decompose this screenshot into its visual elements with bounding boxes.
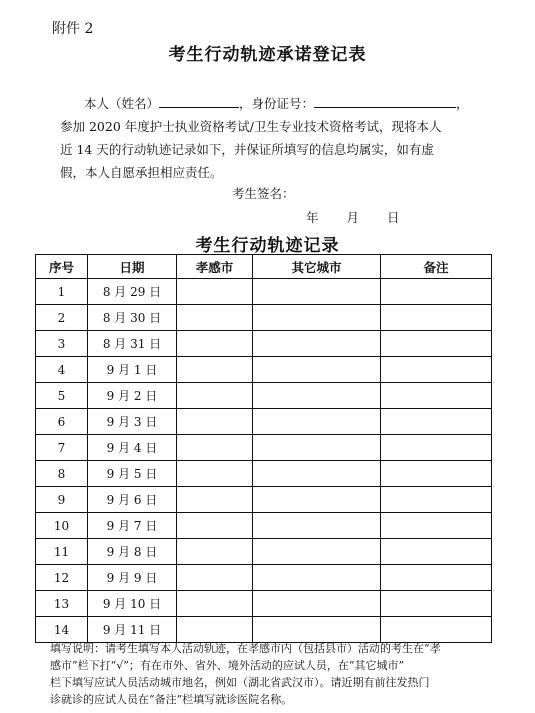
row-remarks-cell[interactable] — [381, 435, 492, 461]
row-date-cell: 9 月 11 日 — [88, 617, 177, 643]
row-xiaogan-cell[interactable] — [177, 331, 253, 357]
form-title: 考生行动轨迹承诺登记表 — [168, 45, 367, 65]
row-xiaogan-cell[interactable] — [177, 487, 253, 513]
name-blank[interactable] — [159, 93, 239, 108]
row-remarks-cell[interactable] — [381, 513, 492, 539]
row-date-cell: 8 月 29 日 — [88, 279, 177, 305]
header-xiaogan: 孝感市 — [177, 255, 253, 279]
header-seq: 序号 — [36, 255, 88, 279]
row-date-cell: 9 月 4 日 — [88, 435, 177, 461]
row-remarks-cell[interactable] — [381, 617, 492, 643]
pledge-line-4: 假，本人自愿承担相应责任。 — [60, 165, 223, 180]
table-row — [36, 357, 492, 383]
attachment-label: 附件 2 — [52, 21, 94, 37]
row-seq-cell: 4 — [36, 357, 88, 383]
header-other-city: 其它城市 — [253, 255, 381, 279]
table-row — [36, 409, 492, 435]
id-number-blank[interactable] — [314, 93, 456, 108]
row-xiaogan-cell[interactable] — [177, 305, 253, 331]
row-xiaogan-cell[interactable] — [177, 539, 253, 565]
row-xiaogan-cell[interactable] — [177, 383, 253, 409]
id-label: ，身份证号： — [239, 96, 315, 111]
row-date-cell: 9 月 5 日 — [88, 461, 177, 487]
row-date-cell: 9 月 8 日 — [88, 539, 177, 565]
row-seq-cell: 6 — [36, 409, 88, 435]
table-header-row — [36, 255, 492, 279]
note-line-2: 感市”栏下打“√”；有在市外、省外、境外活动的应试人员，在“其它城市” — [50, 659, 405, 672]
row-date-cell: 9 月 1 日 — [88, 357, 177, 383]
row-other-city-cell[interactable] — [253, 331, 381, 357]
table-row — [36, 513, 492, 539]
pledge-line-1 — [60, 92, 490, 115]
row-xiaogan-cell[interactable] — [177, 279, 253, 305]
row-remarks-cell[interactable] — [381, 305, 492, 331]
row-xiaogan-cell[interactable] — [177, 513, 253, 539]
table-row — [36, 565, 492, 591]
table-row — [36, 461, 492, 487]
note-line-3: 栏下填写应试人员活动城市地名，例如（湖北省武汉市）。请近期有前往发热门 — [50, 676, 430, 689]
header-date: 日期 — [88, 255, 177, 279]
row-remarks-cell[interactable] — [381, 539, 492, 565]
row-date-cell: 9 月 2 日 — [88, 383, 177, 409]
row-other-city-cell[interactable] — [253, 513, 381, 539]
table-row — [36, 331, 492, 357]
row-date-cell: 9 月 7 日 — [88, 513, 177, 539]
row-other-city-cell[interactable] — [253, 591, 381, 617]
row-seq-cell: 5 — [36, 383, 88, 409]
table-row — [36, 435, 492, 461]
row-xiaogan-cell[interactable] — [177, 617, 253, 643]
row-other-city-cell[interactable] — [253, 383, 381, 409]
row-xiaogan-cell[interactable] — [177, 357, 253, 383]
row-remarks-cell[interactable] — [381, 409, 492, 435]
row-seq-cell: 2 — [36, 305, 88, 331]
table-row — [36, 539, 492, 565]
row-seq-cell: 10 — [36, 513, 88, 539]
row-xiaogan-cell[interactable] — [177, 435, 253, 461]
row-remarks-cell[interactable] — [381, 565, 492, 591]
pledge-paragraph — [60, 92, 490, 184]
row-remarks-cell[interactable] — [381, 279, 492, 305]
row-seq-cell: 7 — [36, 435, 88, 461]
pledge-line-3: 近 14 天的行动轨迹记录如下，并保证所填写的信息均属实，如有虚 — [60, 142, 434, 157]
row-xiaogan-cell[interactable] — [177, 409, 253, 435]
comma: ， — [456, 96, 469, 111]
row-other-city-cell[interactable] — [253, 487, 381, 513]
row-seq-cell: 3 — [36, 331, 88, 357]
row-seq-cell: 8 — [36, 461, 88, 487]
table-row — [36, 383, 492, 409]
row-remarks-cell[interactable] — [381, 331, 492, 357]
instructions-note — [50, 640, 490, 708]
row-other-city-cell[interactable] — [253, 565, 381, 591]
row-remarks-cell[interactable] — [381, 383, 492, 409]
row-seq-cell: 14 — [36, 617, 88, 643]
row-other-city-cell[interactable] — [253, 435, 381, 461]
row-xiaogan-cell[interactable] — [177, 461, 253, 487]
row-date-cell: 9 月 6 日 — [88, 487, 177, 513]
table-row — [36, 591, 492, 617]
row-other-city-cell[interactable] — [253, 539, 381, 565]
row-seq-cell: 1 — [36, 279, 88, 305]
note-line-1: 填写说明：请考生填写本人活动轨迹，在孝感市内（包括县市）活动的考生在“孝 — [50, 642, 441, 655]
row-remarks-cell[interactable] — [381, 487, 492, 513]
row-date-cell: 8 月 31 日 — [88, 331, 177, 357]
record-table-title: 考生行动轨迹记录 — [195, 236, 340, 256]
row-remarks-cell[interactable] — [381, 357, 492, 383]
row-date-cell: 9 月 9 日 — [88, 565, 177, 591]
itinerary-table — [35, 254, 492, 643]
note-line-4: 诊就诊的应试人员在“备注”栏填写就诊医院名称。 — [50, 693, 293, 706]
row-date-cell: 8 月 30 日 — [88, 305, 177, 331]
row-other-city-cell[interactable] — [253, 461, 381, 487]
row-seq-cell: 9 — [36, 487, 88, 513]
pledge-line-2: 参加 2020 年度护士执业资格考试/卫生专业技术资格考试，现将本人 — [60, 119, 442, 134]
table-row — [36, 305, 492, 331]
row-other-city-cell[interactable] — [253, 305, 381, 331]
row-seq-cell: 11 — [36, 539, 88, 565]
row-other-city-cell[interactable] — [253, 617, 381, 643]
row-seq-cell: 12 — [36, 565, 88, 591]
header-remarks: 备注 — [381, 255, 492, 279]
row-other-city-cell[interactable] — [253, 357, 381, 383]
table-row — [36, 279, 492, 305]
table-row — [36, 487, 492, 513]
row-other-city-cell[interactable] — [253, 409, 381, 435]
signature-label: 考生签名： — [232, 186, 295, 201]
row-xiaogan-cell[interactable] — [177, 565, 253, 591]
date-line: 年 月 日 — [306, 210, 400, 225]
row-other-city-cell[interactable] — [253, 279, 381, 305]
table-row — [36, 617, 492, 643]
row-date-cell: 9 月 10 日 — [88, 591, 177, 617]
row-remarks-cell[interactable] — [381, 461, 492, 487]
row-xiaogan-cell[interactable] — [177, 591, 253, 617]
row-seq-cell: 13 — [36, 591, 88, 617]
name-label: 本人（姓名） — [84, 96, 160, 111]
row-date-cell: 9 月 3 日 — [88, 409, 177, 435]
row-remarks-cell[interactable] — [381, 591, 492, 617]
